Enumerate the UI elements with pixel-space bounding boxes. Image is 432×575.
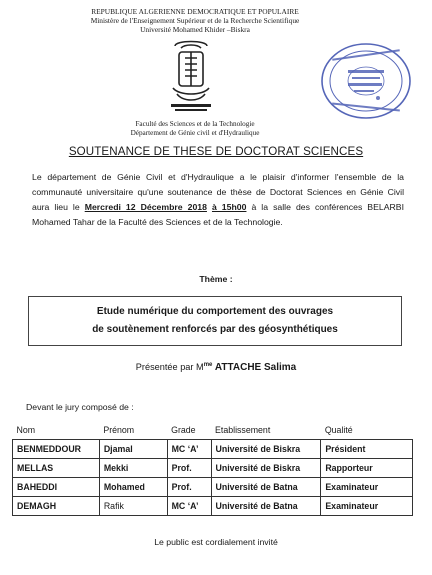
presenter-name: ATTACHE Salima xyxy=(214,362,297,374)
cell-prenom: Mekki xyxy=(99,459,167,478)
defense-time: à 15h00 xyxy=(211,202,247,212)
cell-qualite: Examinateur xyxy=(321,478,413,497)
cell-prenom: Mohamed xyxy=(99,478,167,497)
cell-prenom: Djamal xyxy=(99,440,167,459)
cell-etablissement: Université de Biskra xyxy=(211,459,321,478)
cell-nom: BENMEDDOUR xyxy=(13,440,100,459)
cell-qualite: Rapporteur xyxy=(321,459,413,478)
republic-line: REPUBLIQUE ALGERIENNE DEMOCRATIQUE ET POPULAIRE xyxy=(91,7,299,16)
header-grade: Grade xyxy=(167,421,211,440)
theme-label: Thème : xyxy=(199,274,233,284)
cell-etablissement: Université de Biskra xyxy=(211,440,321,459)
jury-label: Devant le jury composé de : xyxy=(26,402,134,412)
theme-box xyxy=(28,296,402,346)
theme-line-2: de soutènement renforcés par des géosynthétiques xyxy=(92,324,338,335)
page-title: SOUTENANCE DE THESE DE DOCTORAT SCIENCES xyxy=(68,145,364,158)
cell-qualite: Président xyxy=(321,440,413,459)
announcement-text-after: à la salle des conférences BELARBI Mohamed Tahar de la Faculté des Sciences et de la Technologie. xyxy=(32,202,404,227)
cell-etablissement: Université de Batna xyxy=(211,478,321,497)
cell-etablissement: Université de Batna xyxy=(211,497,321,516)
header-nom: Nom xyxy=(13,421,100,440)
cell-grade: Prof. xyxy=(167,459,211,478)
cell-qualite: Examinateur xyxy=(321,497,413,516)
cell-nom: BAHEDDI xyxy=(13,478,100,497)
header-etablissement: Etablissement xyxy=(211,421,321,440)
announcement-text-before: Le département de Génie Civil et d'Hydraulique a le plaisir d'informer l'ensemble de la communauté universitaire qu'une soutenance de thèse de Doctorat Sciences en Génie Civil aura lieu le xyxy=(32,172,404,212)
header-prenom: Prénom xyxy=(99,421,167,440)
header-qualite: Qualité xyxy=(321,421,413,440)
university-line: Université Mohamed Khider –Biskra xyxy=(140,25,250,34)
theme-line-1: Etude numérique du comportement des ouvrages xyxy=(96,306,334,317)
table-row xyxy=(13,440,413,459)
university-logo xyxy=(165,38,217,116)
ministry-line: Ministère de l'Enseignement Supérieur et de la Recherche Scientifique xyxy=(90,16,300,25)
presenter-title-sup: me xyxy=(203,362,213,368)
jury-table xyxy=(12,421,413,516)
cell-grade: MC ‘A’ xyxy=(167,497,211,516)
cell-nom: DEMAGH xyxy=(13,497,100,516)
presenter-line xyxy=(30,362,402,373)
cell-grade: MC ‘A’ xyxy=(167,440,211,459)
table-row xyxy=(13,478,413,497)
cell-grade: Prof. xyxy=(167,478,211,497)
cell-prenom: Rafik xyxy=(99,497,167,516)
presenter-prefix: Présentée par M xyxy=(135,362,204,373)
table-row xyxy=(13,459,413,478)
faculty-line: Faculté des Sciences et de la Technologie xyxy=(135,120,255,128)
table-row xyxy=(13,497,413,516)
announcement-paragraph xyxy=(32,170,404,230)
jury-table-header xyxy=(13,421,413,440)
department-line: Département de Génie civil et d'Hydraulique xyxy=(130,129,260,137)
footer-invitation: Le public est cordialement invité xyxy=(154,537,278,547)
cell-nom: MELLAS xyxy=(13,459,100,478)
official-stamp xyxy=(318,40,414,122)
defense-date: Mercredi 12 Décembre 2018 xyxy=(84,202,207,212)
